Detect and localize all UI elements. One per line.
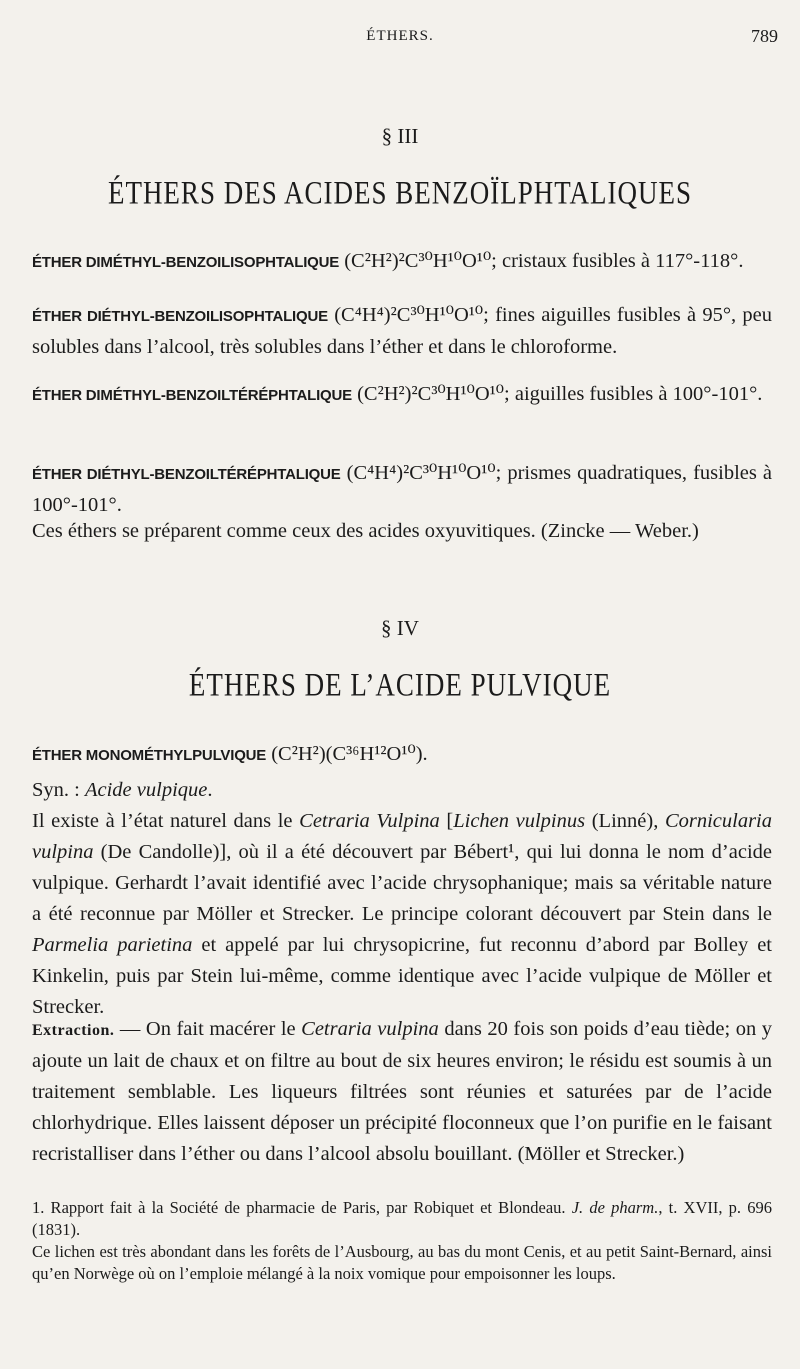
entry-label: ÉTHER DIMÉTHYL-BENZOILTÉRÉPHTALIQUE <box>32 387 352 404</box>
running-title: ÉTHERS. <box>366 28 434 44</box>
section-mark-3: § III <box>381 124 419 148</box>
synonym-name: Acide vulpique <box>84 779 208 801</box>
footnote-1: 1. Rapport fait à la Société de pharmacie de Paris, par Robiquet et Blondeau. J. de pharm., t. XVII, p. 696 (1831). <box>32 1198 772 1239</box>
entry-monomethylpulvique <box>32 739 772 771</box>
extraction-label: Extraction. <box>32 1022 115 1039</box>
page-number: 789 <box>751 26 778 46</box>
entry-label: ÉTHER DIÉTHYL-BENZOILISOPHTALIQUE <box>32 308 328 325</box>
entry-text: (C⁴H⁴)²C³⁰H¹⁰O¹⁰; fines aiguilles fusibles à 95°, peu solubles dans l’alcool, très solubles dans l’éther et dans le chloroforme. <box>32 304 773 358</box>
section-title-4: ÉTHERS DE L’ACIDE PULVIQUE <box>188 666 612 703</box>
entry-label: ÉTHER DIÉTHYL-BENZOILTÉRÉPHTALIQUE <box>32 466 341 483</box>
entry-label: ÉTHER MONOMÉTHYLPULVIQUE <box>32 747 267 764</box>
section-title-3: ÉTHERS DES ACIDES BENZOÏLPHTALIQUES <box>107 174 693 211</box>
paragraph-extraction: Extraction. — On fait macérer le Cetraria vulpina dans 20 fois son poids d’eau tiède; on y ajoute un lait de chaux et on filtre au bout de six heures environ; le résidu est soumis à un traitement semblable. Les liqueurs filtrées sont réunies et saturées par de l’acide chlorhydrique. Elles laissent déposer un précipité floconneux que l’on purifie en le faisant recristalliser dans l’éther ou dans l’alcool absolu bouillant. (Möller et Strecker.) <box>32 1018 773 1165</box>
entry-formula: (C²H²)(C³⁶H¹²O¹⁰). <box>271 743 428 765</box>
running-header <box>0 26 800 50</box>
paragraph-origin: Il existe à l’état naturel dans le Cetraria Vulpina [Lichen vulpinus (Linné), Cornicularia vulpina (De Candolle)], où il a été découvert par Bébert¹, qui lui donna le nom d’acide vulpique. Gerhardt l’avait identifié avec l’acide chrysophanique; mais sa véritable nature a été reconnue par Möller et Strecker. Le principe colorant découvert par Stein dans le Parmelia parietina et appelé par lui chrysopicrine, fut reconnu d’abord par Bolley et Kinkelin, puis par Stein lui-même, comme identique avec l’acide vulpique de Möller et Strecker. <box>32 810 773 1018</box>
entry-diethyl-isophtalique <box>32 300 772 363</box>
entry-text: (C²H²)²C³⁰H¹⁰O¹⁰; aiguilles fusibles à 100°-101°. <box>357 383 763 405</box>
entry-label: ÉTHER DIMÉTHYL-BENZOILISOPHTALIQUE <box>32 254 340 271</box>
synonym-line: Syn. : Acide vulpique. <box>32 779 213 801</box>
entry-dimethyl-terephtalique <box>32 379 772 411</box>
section-mark-4: § IV <box>381 616 419 640</box>
footnote-2: Ce lichen est très abondant dans les forêts de l’Ausbourg, au bas du mont Cenis, et au petit Saint-Bernard, ainsi qu’en Norwège où on l’emploie mélangé à la noix vomique pour empoisonner les loups. <box>32 1242 772 1283</box>
section3-closing: Ces éthers se préparent comme ceux des acides oxyuvitiques. (Zincke — Weber.) <box>32 520 699 542</box>
entry-text: (C⁴H⁴)²C³⁰H¹⁰O¹⁰; prismes quadratiques, fusibles à 100°-101°. <box>32 462 773 516</box>
entry-dimethyl-isophtalique <box>32 246 772 278</box>
entry-text: (C²H²)²C³⁰H¹⁰O¹⁰; cristaux fusibles à 117°-118°. <box>344 250 744 272</box>
entry-diethyl-terephtalique <box>32 458 772 521</box>
